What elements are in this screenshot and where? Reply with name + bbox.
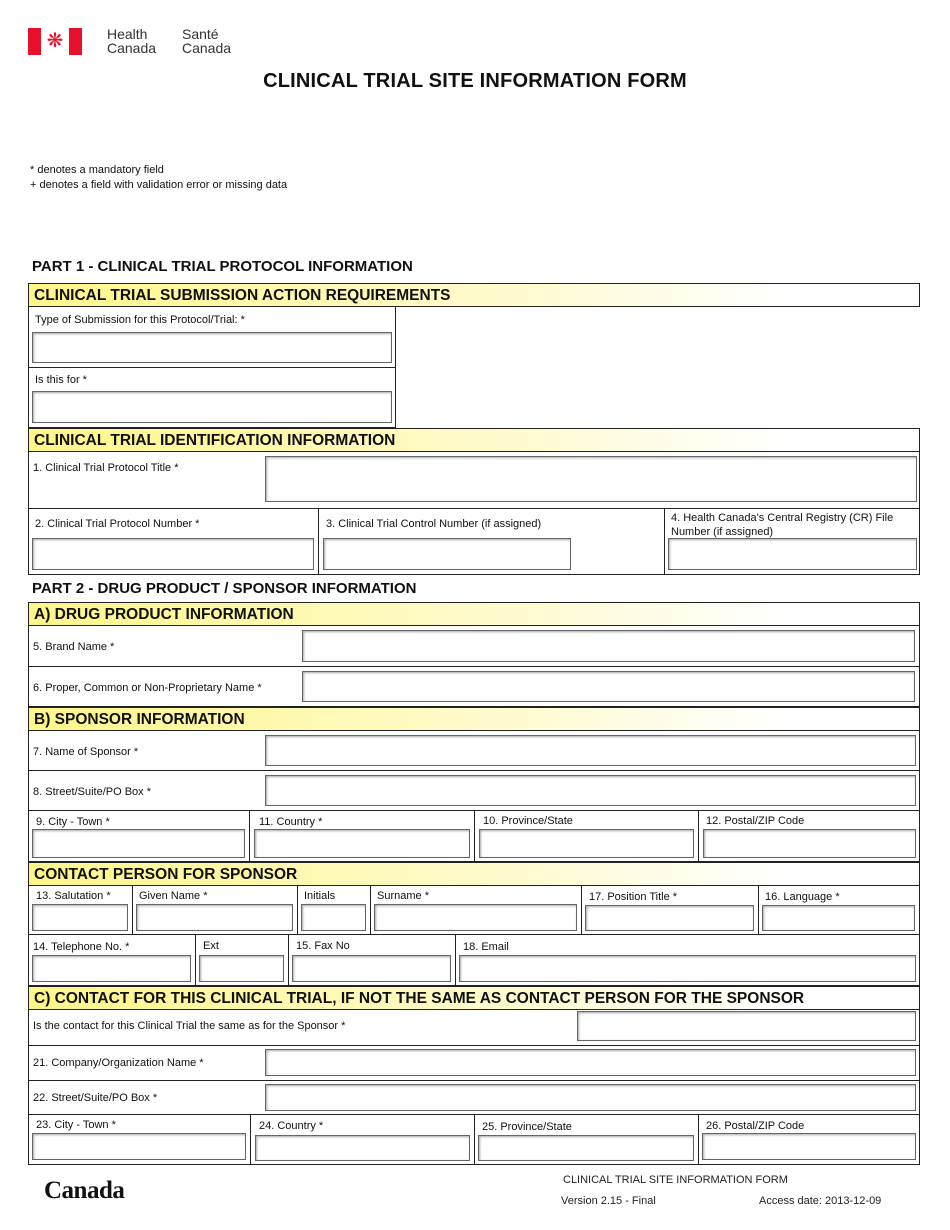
field4-label <box>671 511 893 539</box>
telephone-field[interactable] <box>32 955 191 982</box>
fax-field[interactable] <box>292 955 451 982</box>
submission-type-field[interactable] <box>32 332 392 363</box>
drug-header: A) DRUG PRODUCT INFORMATION <box>28 602 920 626</box>
same-contact-label: Is the contact for this Clinical Trial the same as for the Sponsor * <box>33 1020 346 1032</box>
legend-mandatory: * denotes a mandatory field <box>30 164 164 176</box>
trial-street-field[interactable] <box>265 1084 916 1111</box>
protocol-number-field[interactable] <box>32 538 314 570</box>
health-fr-line2: Canada <box>182 40 232 56</box>
health-canada-en <box>107 27 156 55</box>
trial-country-field[interactable] <box>255 1135 470 1161</box>
field10-label: 10. Province/State <box>483 815 573 827</box>
submission-type-label: Type of Submission for this Protocol/Trial: * <box>35 314 245 326</box>
health-canada-fr <box>182 27 231 55</box>
field14-label: 14. Telephone No. * <box>33 941 130 953</box>
trial-contact-header: C) CONTACT FOR THIS CLINICAL TRIAL, IF NOT THE SAME AS CONTACT PERSON FOR THE SPONSOR <box>28 986 920 1010</box>
field23-label: 23. City - Town * <box>36 1119 116 1131</box>
control-number-field[interactable] <box>323 538 571 570</box>
sponsor-province-field[interactable] <box>479 829 694 858</box>
position-title-field[interactable] <box>585 905 754 931</box>
part1-title: PART 1 - CLINICAL TRIAL PROTOCOL INFORMATION <box>32 258 413 275</box>
language-field[interactable] <box>762 905 915 931</box>
sponsor-country-field[interactable] <box>254 829 470 858</box>
salutation-field[interactable] <box>32 904 128 931</box>
field4-label-line2: Number (if assigned) <box>671 526 774 538</box>
field4-label-line1: 4. Health Canada's Central Registry (CR) File <box>671 512 894 524</box>
surname-field[interactable] <box>374 904 577 931</box>
legend-error: + denotes a field with validation error or missing data <box>30 179 288 191</box>
field26-label: 26. Postal/ZIP Code <box>706 1120 805 1132</box>
given-name-label: Given Name * <box>139 890 208 902</box>
email-field[interactable] <box>459 955 916 982</box>
footer-form-name: CLINICAL TRIAL SITE INFORMATION FORM <box>563 1174 788 1186</box>
ext-label: Ext <box>203 940 219 952</box>
footer-version: Version 2.15 - Final <box>561 1195 656 1207</box>
field18-label: 18. Email <box>463 941 509 953</box>
sponsor-postal-field[interactable] <box>703 829 916 858</box>
field16-label: 16. Language * <box>765 891 840 903</box>
legend <box>30 163 287 193</box>
health-en-line2: Canada <box>107 40 157 56</box>
health-fr-line1: Santé <box>182 26 219 42</box>
surname-label: Surname * <box>377 890 429 902</box>
contact-header: CONTACT PERSON FOR SPONSOR <box>28 862 920 886</box>
sponsor-city-field[interactable] <box>32 829 245 858</box>
field1-label: 1. Clinical Trial Protocol Title * <box>33 462 179 474</box>
submission-header: CLINICAL TRIAL SUBMISSION ACTION REQUIREMENTS <box>28 283 920 307</box>
field6-label: 6. Proper, Common or Non-Proprietary Name * <box>33 682 262 694</box>
ext-field[interactable] <box>199 955 284 982</box>
part2-title: PART 2 - DRUG PRODUCT / SPONSOR INFORMATION <box>32 580 417 597</box>
field17-label: 17. Position Title * <box>589 891 678 903</box>
proper-name-field[interactable] <box>302 671 915 702</box>
same-contact-field[interactable] <box>577 1011 916 1041</box>
field13-label: 13. Salutation * <box>36 890 111 902</box>
canada-flag-icon <box>28 28 82 55</box>
trial-postal-field[interactable] <box>702 1133 916 1160</box>
field24-label: 24. Country * <box>259 1120 324 1132</box>
field7-label: 7. Name of Sponsor * <box>33 746 139 758</box>
field12-label: 12. Postal/ZIP Code <box>706 815 805 827</box>
health-en-line1: Health <box>107 26 148 42</box>
field15-label: 15. Fax No <box>296 940 350 952</box>
submission-for-field[interactable] <box>32 391 392 423</box>
company-name-field[interactable] <box>265 1049 916 1076</box>
submission-for-label: Is this for * <box>35 374 87 386</box>
maple-leaf-icon: ❋ <box>46 30 64 52</box>
field21-label: 21. Company/Organization Name * <box>33 1057 204 1069</box>
field3-label: 3. Clinical Trial Control Number (if assigned) <box>326 518 542 530</box>
trial-city-field[interactable] <box>32 1133 246 1160</box>
canada-wordmark <box>44 1177 124 1205</box>
sponsor-street-field[interactable] <box>265 775 916 806</box>
footer-access-date: Access date: 2013-12-09 <box>759 1195 882 1207</box>
canada-wordmark-text: Canada <box>44 1177 125 1204</box>
page-title: CLINICAL TRIAL SITE INFORMATION FORM <box>263 70 687 92</box>
field9-label: 9. City - Town * <box>36 816 110 828</box>
sponsor-name-field[interactable] <box>265 735 916 766</box>
field2-label: 2. Clinical Trial Protocol Number * <box>35 518 200 530</box>
field22-label: 22. Street/Suite/PO Box * <box>33 1092 158 1104</box>
protocol-title-field[interactable] <box>265 456 917 502</box>
initials-label: Initials <box>304 890 336 902</box>
initials-field[interactable] <box>301 904 366 931</box>
trial-province-field[interactable] <box>478 1135 694 1161</box>
sponsor-header: B) SPONSOR INFORMATION <box>28 707 920 731</box>
brand-name-field[interactable] <box>302 630 915 662</box>
field11-label: 11. Country * <box>259 816 323 828</box>
given-name-field[interactable] <box>136 904 293 931</box>
identification-header: CLINICAL TRIAL IDENTIFICATION INFORMATION <box>28 428 920 452</box>
cr-file-number-field[interactable] <box>668 538 917 570</box>
field8-label: 8. Street/Suite/PO Box * <box>33 786 152 798</box>
field25-label: 25. Province/State <box>482 1121 572 1133</box>
field5-label: 5. Brand Name * <box>33 641 115 653</box>
